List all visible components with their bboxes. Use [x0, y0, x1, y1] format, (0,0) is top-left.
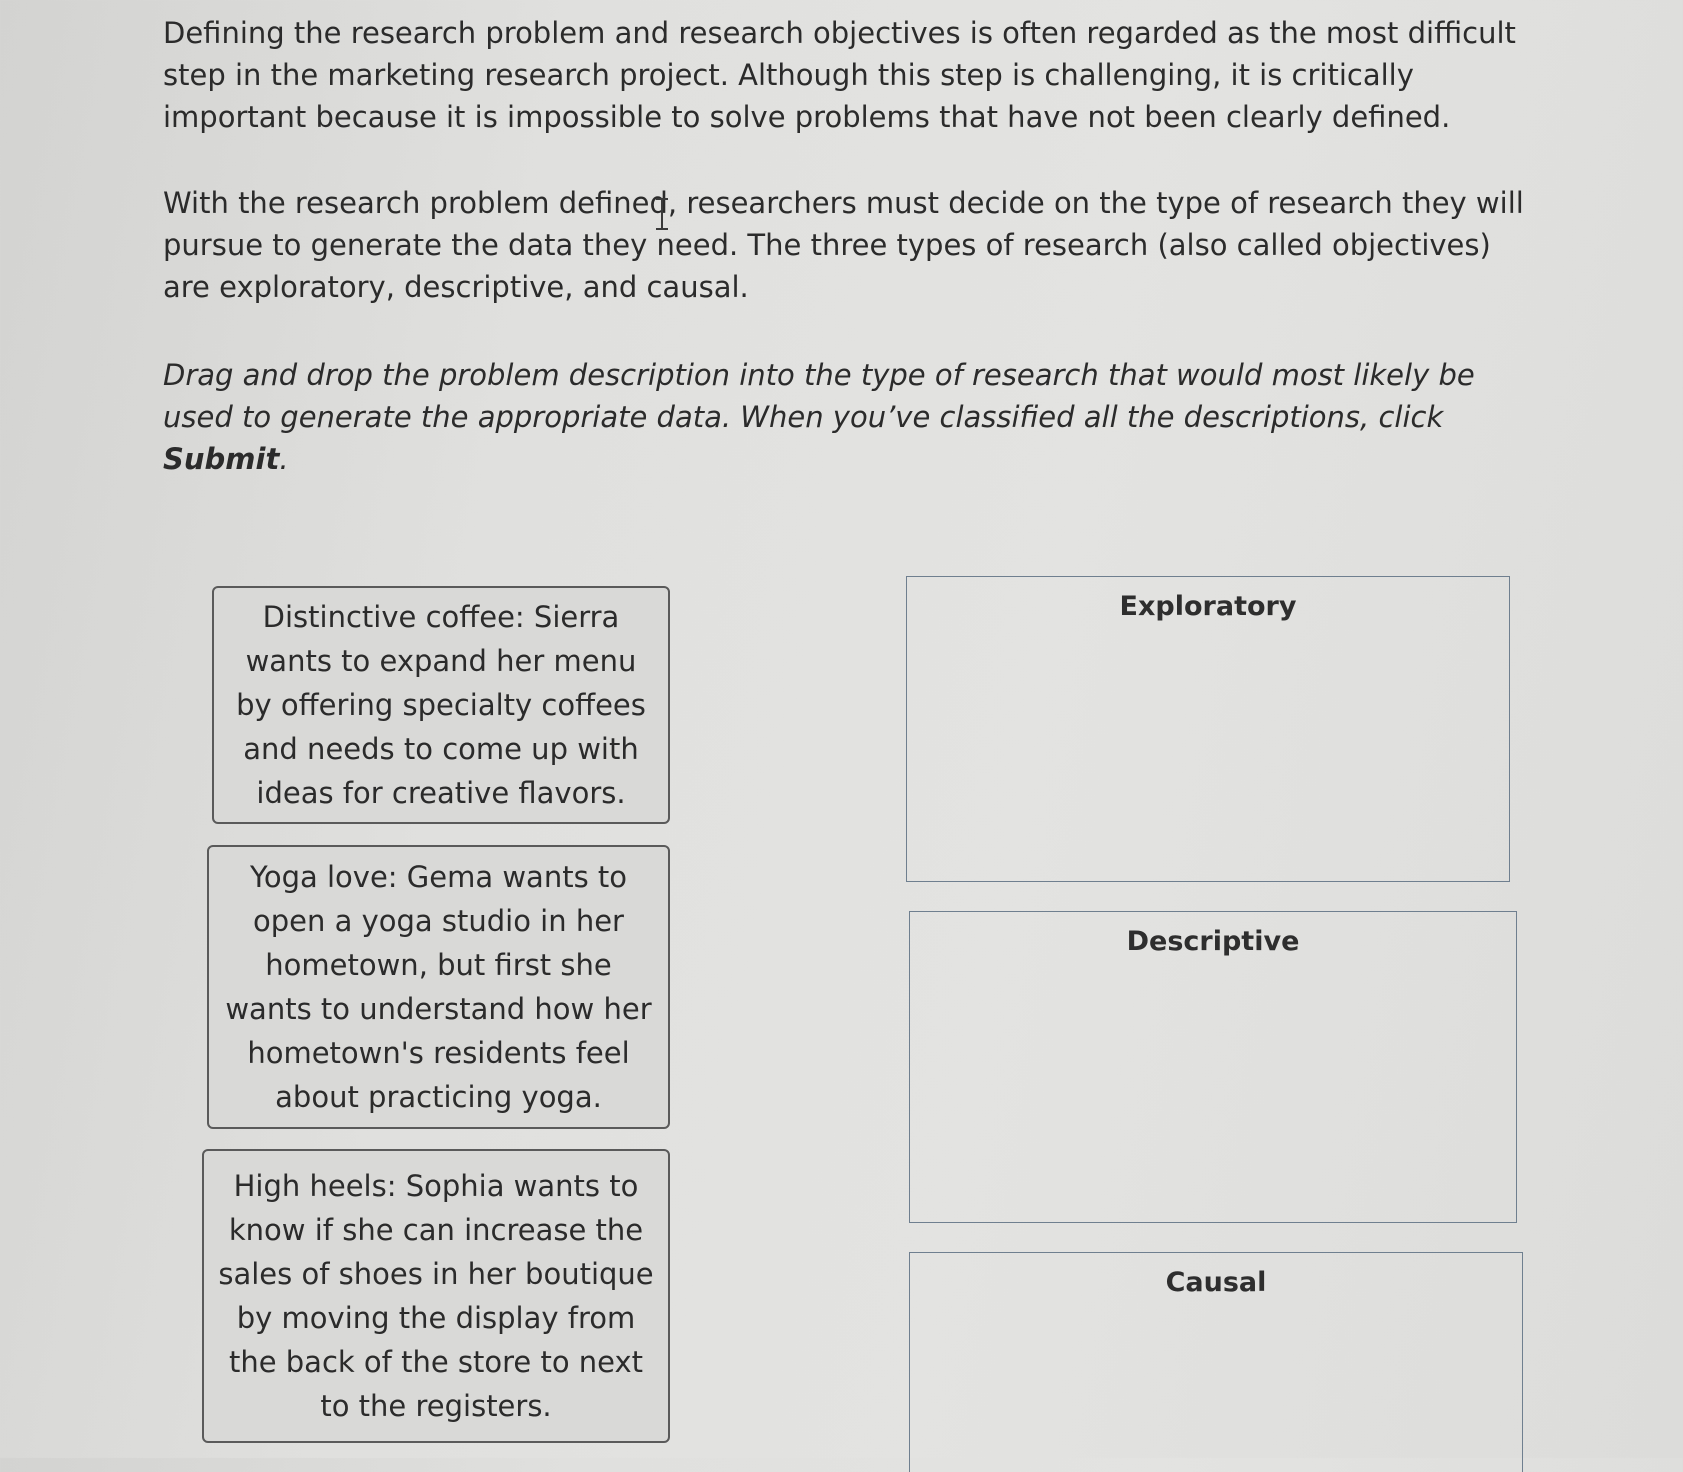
intro-paragraph-2: With the research problem defined, researchers must decide on the type of research they will pursue to generate the data they need. The three types of research (also called objectives) are exploratory, descriptive, and causal. — [163, 186, 1524, 304]
draggable-card-yoga-love[interactable] — [207, 845, 670, 1129]
instruction-paragraph — [163, 354, 1543, 480]
instruction-text: Drag and drop the problem description into the type of research that would most likely be used to generate the appropriate data. When you’ve classified all the descriptions, click — [163, 358, 1475, 434]
intro-paragraph-1: Defining the research problem and research objectives is often regarded as the most difficult step in the marketing research project. Although this step is challenging, it is critically important because it is impossible to solve problems that have not been clearly defined. — [163, 16, 1516, 134]
card-text: Yoga love: Gema wants to open a yoga studio in her hometown, but first she wants to understand how her hometown's residents feel about practicing yoga. — [225, 860, 652, 1114]
text-cursor-icon — [654, 198, 670, 230]
instruction-period: . — [279, 442, 289, 476]
draggable-card-high-heels[interactable] — [202, 1149, 670, 1443]
card-text: High heels: Sophia wants to know if she can increase the sales of shoes in her boutique by moving the display from the back of the store to next to the registers. — [218, 1169, 654, 1423]
drop-zone-title: Descriptive — [1126, 926, 1300, 957]
card-text: Distinctive coffee: Sierra wants to expand her menu by offering specialty coffees and needs to come up with ideas for creative flavors. — [236, 600, 646, 810]
drop-zone-exploratory[interactable] — [906, 576, 1510, 882]
drop-zone-title: Causal — [1165, 1267, 1267, 1298]
draggable-card-distinctive-coffee[interactable] — [212, 586, 670, 824]
drop-zone-causal[interactable] — [909, 1252, 1523, 1472]
instruction-submit-word: Submit — [163, 442, 280, 476]
drop-zone-descriptive[interactable] — [909, 911, 1517, 1223]
drop-zone-title: Exploratory — [1119, 591, 1297, 622]
